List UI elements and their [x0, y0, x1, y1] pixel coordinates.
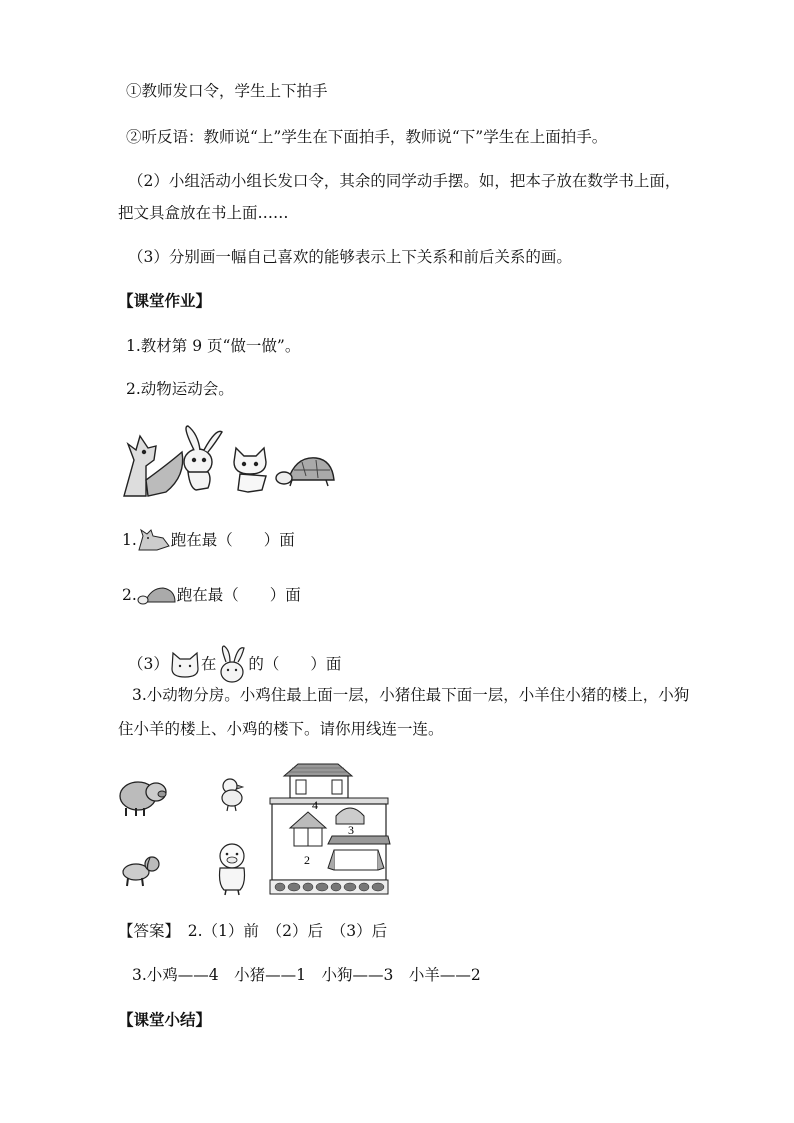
answer-line-1: 【答案】 2.（1）前 （2）后 （3）后 — [118, 922, 388, 940]
activity-2-line2: 把文具盒放在书上面…… — [118, 204, 289, 222]
question-1-number: 1. — [122, 531, 137, 549]
activity-3: （3）分别画一幅自己喜欢的能够表示上下关系和前后关系的画。 — [128, 248, 572, 266]
turtle-small-icon — [137, 584, 177, 606]
heading-homework: 【课堂作业】 — [118, 291, 212, 310]
rabbit-icon — [184, 426, 222, 490]
question-3-in: 在 — [200, 655, 217, 673]
cat-icon — [234, 448, 266, 492]
animal-race-illustration — [116, 420, 336, 500]
activity-2-line1: （2）小组活动小组长发口令，其余的同学动手摆。如，把本子放在数学书上面， — [128, 172, 681, 190]
heading-summary: 【课堂小结】 — [118, 1010, 212, 1029]
house-illustration — [268, 760, 394, 896]
question-2 — [122, 584, 301, 606]
question-3-text: 的（ ）面 — [248, 655, 342, 673]
question-2-text: 跑在最（ ）面 — [176, 586, 301, 604]
answer-line-2: 3.小鸡——4 小猪——1 小狗——3 小羊——2 — [132, 966, 481, 984]
instruction-2: ②听反语：教师说“上”学生在下面拍手，教师说“下”学生在上面拍手。 — [126, 128, 608, 146]
homework-3-line2: 住小羊的楼上、小鸡的楼下。请你用线连一连。 — [118, 720, 444, 738]
floor-3-label: 3 — [348, 823, 354, 837]
pig-illustration — [116, 772, 168, 818]
floor-2-label: 2 — [304, 853, 310, 867]
homework-3-line1: 3.小动物分房。小鸡住最上面一层，小猪住最下面一层，小羊住小猪的楼上，小狗 — [132, 686, 690, 704]
homework-2: 2.动物运动会。 — [126, 380, 234, 398]
question-2-number: 2. — [122, 586, 137, 604]
fox-icon — [124, 436, 183, 496]
turtle-icon — [276, 458, 334, 486]
question-3-number: （3） — [128, 655, 169, 673]
cat-small-icon — [169, 649, 201, 679]
homework-1: 1.教材第 9 页“做一做”。 — [126, 337, 301, 355]
fox-small-icon — [137, 528, 171, 552]
floor-4-label: 4 — [312, 798, 318, 812]
question-1-text: 跑在最（ ）面 — [170, 531, 295, 549]
question-1 — [122, 528, 295, 552]
dog-illustration — [120, 852, 162, 888]
rabbit-small-icon — [216, 644, 248, 684]
question-3 — [128, 644, 341, 684]
chick-illustration — [218, 776, 246, 812]
instruction-1: ①教师发口令，学生上下拍手 — [126, 82, 328, 100]
sheep-illustration — [212, 840, 252, 896]
